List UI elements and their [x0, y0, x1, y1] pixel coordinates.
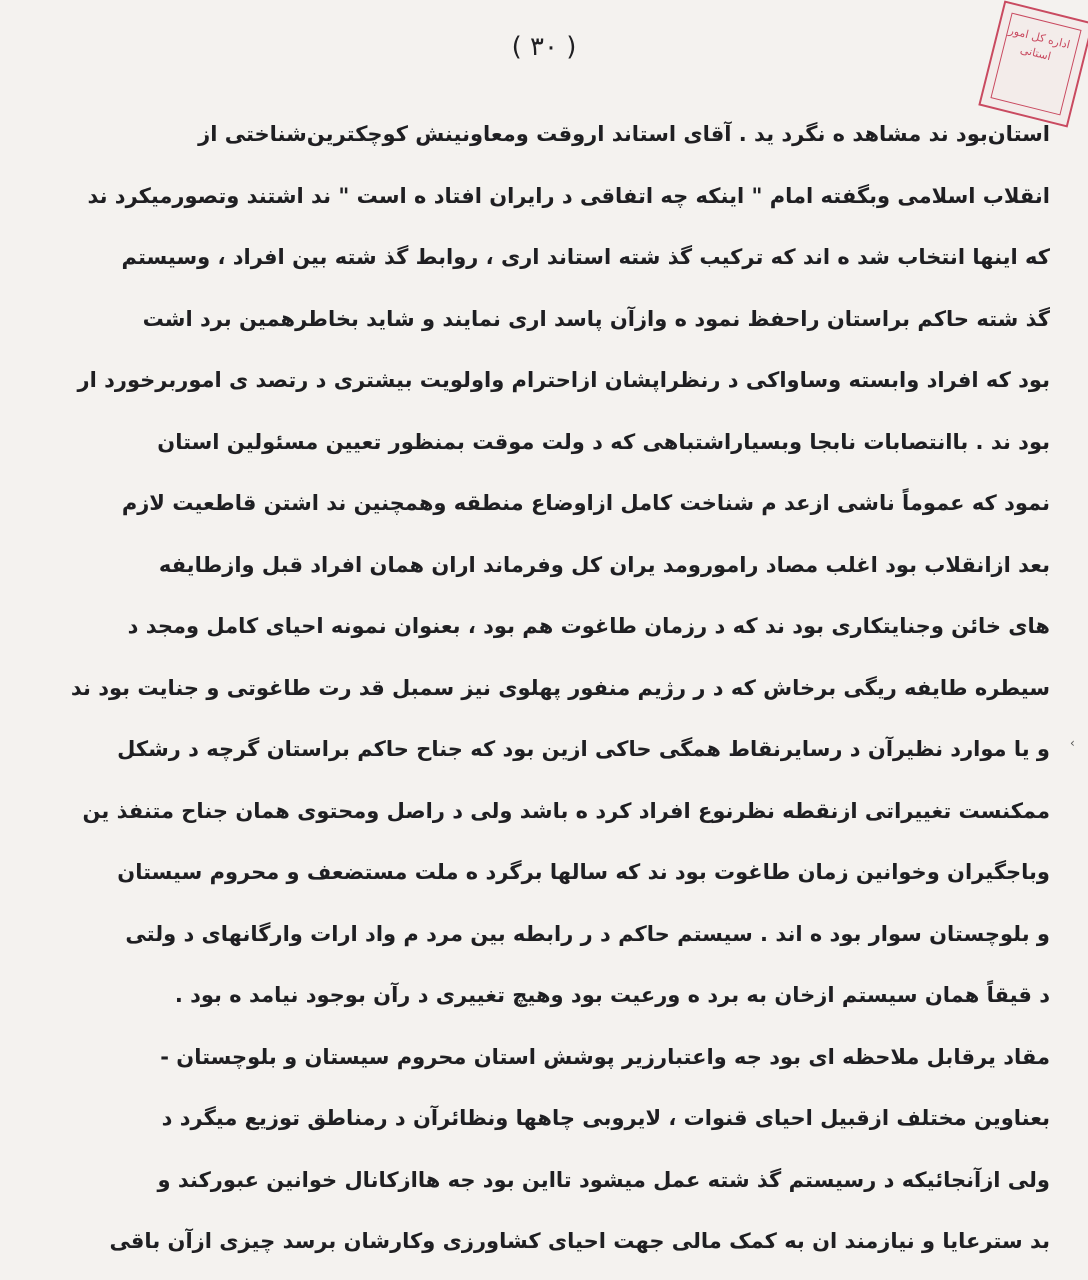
text-line-19: بد سترعایا و نیازمند ان به کمک مالی جهت احیای کشاورزی وکارشان برسد چیزی ازآن باقی	[109, 1229, 1050, 1253]
document-body	[10, 104, 1050, 1273]
text-line-8: بعد ازانقلاب بود اغلب مصاد رامورومد یران کل وفرماند اران همان افراد قبل وازطایفه	[158, 552, 1050, 577]
text-line-5: بود که افراد وابسته وساواکی د رنظراپشان ازاحترام واولویت بیشتری د رتصد ی اموربرخورد ار	[77, 368, 1050, 392]
text-line-16: مقاد یرقابل ملاحظه ای بود جه واعتبارزیر پوشش استان محروم سیستان و بلوچستان -	[160, 1044, 1050, 1069]
text-line-7: نمود که عموماً ناشی ازعد م شناخت کامل ازاوضاع منطقه وهمچنین ند اشتن قاطعیت لازم	[121, 491, 1050, 515]
text-line-6: بود ند . باانتصابات نابجا وبسیاراشتباهی که د ولت موقت بمنظور تعیین مسئولین استان	[157, 429, 1050, 454]
text-line-12: ممکنست تغییراتی ازنقطه نظرنوع افراد کرد ه باشد ولی د راصل ومحتوی همان جناح متنفذ ین	[82, 798, 1050, 823]
text-line-18: ولی ازآنجائیکه د رسیستم گذ شته عمل میشود تااین بود جه هاازکانال خوانین عبورکند و	[157, 1167, 1050, 1192]
stamp-text: اداره کل امور استانی	[1007, 23, 1072, 64]
text-line-9: های خائن وجنایتکاری بود ند که د رزمان طاغوت هم بود ، بعنوان نمونه احیای کامل ومجد د	[127, 614, 1050, 638]
text-line-15: د قیقاً همان سیستم ازخان به برد ه ورعیت بود وهیچ تغییری د رآن بوجود نیامد ه بود .	[174, 983, 1050, 1007]
text-line-3: که اینها انتخاب شد ه اند که ترکیب گذ شته استاند اری ، روابط گذ شته بین افراد ، وسیستم	[121, 245, 1050, 269]
text-line-14: و بلوچستان سوار بود ه اند . سیستم حاکم د ر رابطه بین مرد م واد ارات وارگانهای د ولتی	[125, 921, 1050, 946]
page-number: ( ۳۰ )	[511, 32, 577, 62]
text-line-17: بعناوین مختلف ازقبیل احیای قنوات ، لایروبی چاهها ونظائرآن د رمناطق توزیع میگرد د	[161, 1106, 1050, 1130]
text-line-11: و یا موارد نظیرآن د رسایرنقاط همگی حاکی ازین بود که جناح حاکم براستان گرچه د رشکل	[117, 737, 1050, 761]
text-line-4: گذ شته حاکم براستان راحفظ نمود ه وازآن پاسد اری نمایند و شاید بخاطرهمین برد اشت	[142, 306, 1050, 331]
margin-mark: ‹	[1070, 736, 1075, 750]
text-line-2: انقلاب اسلامی وبگفته امام " اینکه چه اتفاقی د رایران افتاد ه است " ند اشتند وتصورمیکرد ند	[87, 183, 1050, 208]
text-line-13: وباجگیران وخوانین زمان طاغوت بود ند که سالها برگرد ه ملت مستضعف و محروم سیستان	[117, 860, 1050, 884]
text-line-1: استان‌بود ند مشاهد ه نگرد ید . آقای استاند اروقت ومعاونینش کوچکترین‌شناختی از	[198, 122, 1050, 146]
text-line-10: سیطره طایفه ریگی برخاش که د ر رژیم منفور پهلوی نیز سمبل قد رت طاغوتی و جنایت بود ند	[70, 675, 1050, 700]
